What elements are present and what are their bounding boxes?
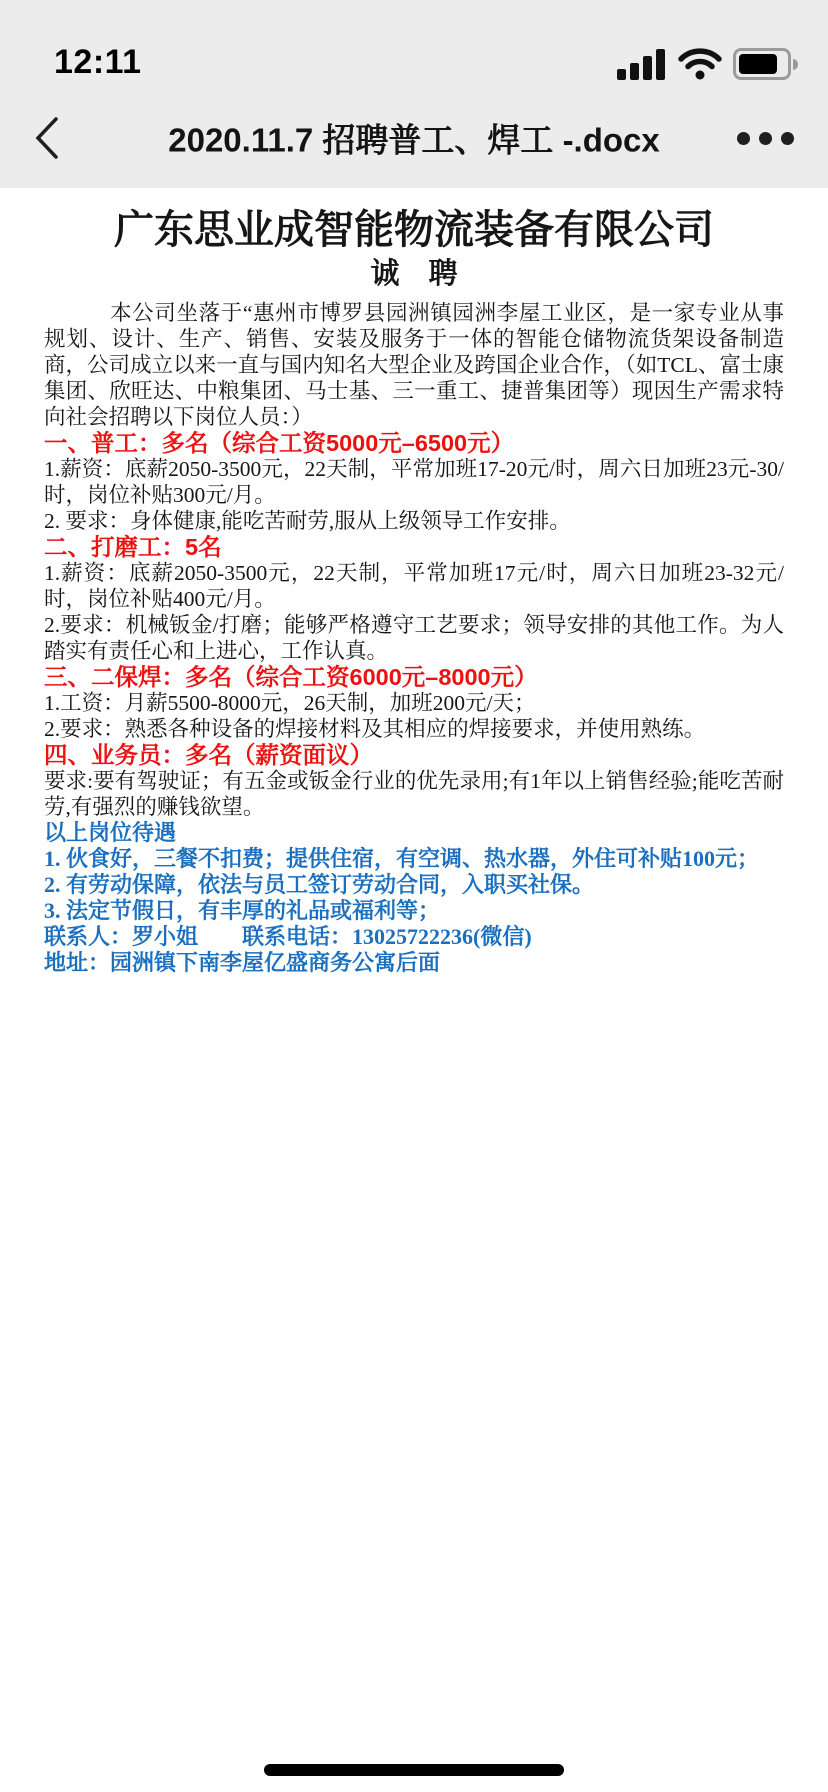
home-indicator[interactable] [264,1764,564,1776]
status-icons [617,48,798,82]
recruiting-subtitle: 诚 聘 [370,258,458,290]
company-intro-paragraph: 本公司坐落于“惠州市博罗县园洲镇园洲李屋工业区，是一家专业从事规划、设计、生产、销售、安装及服务于一体的智能仓储物流货架设备制造商，公司成立以来一直与国内知名大型企业及跨国企业合作，（如TCL、富士康集团、欣旺达、中粮集团、马士基、三一重工、捷普集团等）现因生产需求特向社会招聘以下岗位人员：） [44,301,784,429]
document-view [0,206,828,976]
company-name-title: 广东思业成智能物流装备有限公司 [114,208,714,252]
benefit-item-3: 3. 法定节假日，有丰厚的礼品或福利等； [44,898,441,923]
contact-line: 联系人：罗小姐 联系电话：13025722236(微信) [44,924,532,949]
job2-requirement: 2.要求：机械钣金/打磨；能够严格遵守工艺要求；领导安排的其他工作。为人踏实有责任心和上进心，工作认真。 [44,613,784,663]
more-button[interactable] [737,132,794,145]
file-title: 2020.11.7 招聘普工、焊工 -.docx [168,121,660,159]
back-chevron-icon [34,116,60,160]
status-bar [0,0,828,88]
status-time: 12:11 [54,43,142,81]
header [0,0,828,188]
job3-requirement: 2.要求：熟悉各种设备的焊接材料及其相应的焊接要求，并使用熟练。 [44,717,706,741]
job1-salary: 1.薪资：底薪2050-3500元，22天制，平常加班17-20元/时，周六日加班23元-30/时，岗位补贴300元/月。 [44,457,784,507]
job4-requirement: 要求:要有驾驶证；有五金或钣金行业的优先录用;有1年以上销售经验;能吃苦耐劳,有强烈的赚钱欲望。 [44,769,784,819]
battery-icon [733,48,798,80]
job3-heading: 三、二保焊：多名（综合工资6000元–8000元） [44,664,538,690]
signal-icon [617,48,667,80]
job4-heading: 四、业务员：多名（薪资面议） [44,742,373,768]
benefit-item-1: 1. 伙食好，三餐不扣费；提供住宿，有空调、热水器，外住可补贴100元； [44,846,760,871]
job1-requirement: 2. 要求：身体健康,能吃苦耐劳,服从上级领导工作安排。 [44,509,571,533]
wifi-icon [678,48,722,80]
nav-bar [0,88,828,188]
job3-salary: 1.工资：月薪5500-8000元，26天制，加班200元/天； [44,691,536,715]
job1-heading: 一、普工：多名（综合工资5000元–6500元） [44,430,515,456]
job2-salary: 1.薪资：底薪2050-3500元，22天制，平常加班17元/时，周六日加班23-32元/时，岗位补贴400元/月。 [44,561,784,611]
benefit-item-2: 2. 有劳动保障，依法与员工签订劳动合同，入职买社保。 [44,872,595,897]
back-button[interactable] [34,116,60,160]
job2-heading: 二、打磨工：5名 [44,534,222,560]
address-line: 地址：园洲镇下南李屋亿盛商务公寓后面 [44,950,441,975]
benefits-heading: 以上岗位待遇 [44,820,177,845]
ellipsis-icon [737,132,794,145]
